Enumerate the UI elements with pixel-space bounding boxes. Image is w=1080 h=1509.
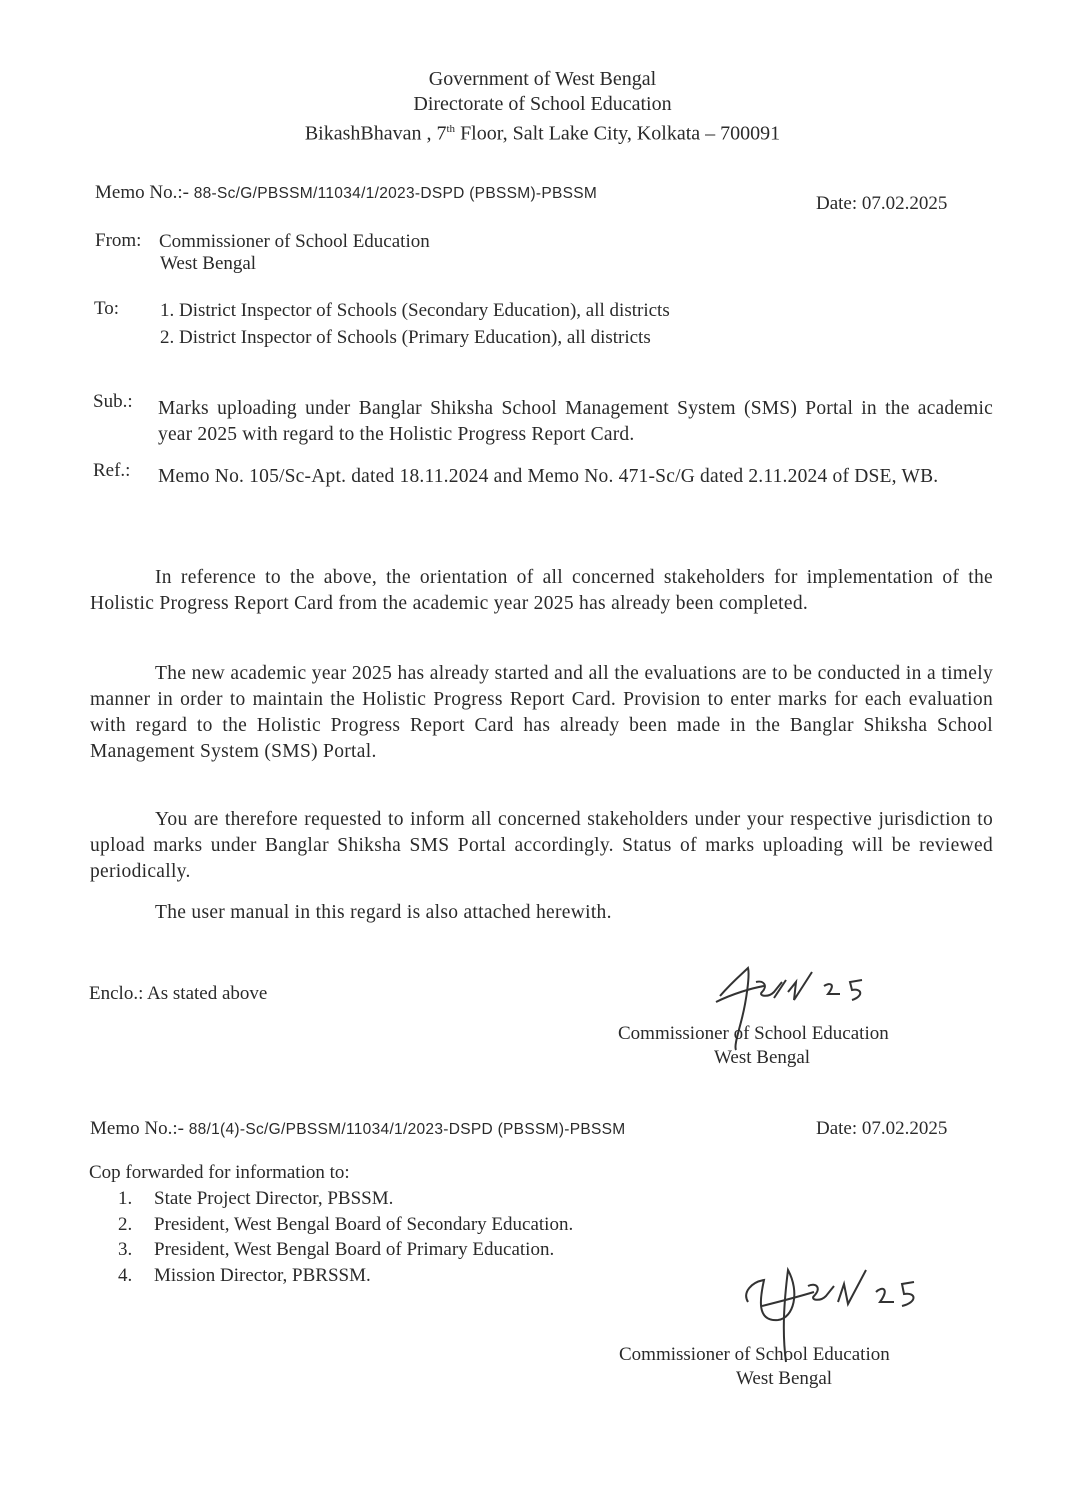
body-paragraph-3: You are therefore requested to inform all concerned stakeholders under your respective jurisdiction to upload marks under Banglar Shiksha SMS Portal accordingly. Status of marks uploading will be reviewed periodically. — [90, 809, 993, 882]
header-line-address — [0, 117, 1080, 146]
to-recipient-1: 1. District Inspector of Schools (Secondary Education), all districts — [160, 300, 670, 321]
reference-text: Memo No. 105/Sc-Apt. dated 18.11.2024 and Memo No. 471-Sc/G dated 2.11.2024 of DSE, WB. — [158, 466, 939, 487]
memo-label: Memo No.:- — [95, 182, 189, 203]
subject-text: Marks uploading under Banglar Shiksha School Management System (SMS) Portal in the academic year 2025 with regard to the Holistic Progress Report Card. — [158, 398, 993, 445]
forwarded-intro: Cop forwarded for information to: — [89, 1162, 350, 1183]
to-recipient-2: 2. District Inspector of Schools (Primary Education), all districts — [160, 327, 651, 348]
forwarded-item: 3. President, West Bengal Board of Primary Education. — [118, 1239, 555, 1260]
memo-date: Date: 07.02.2025 — [816, 193, 948, 214]
memo-2-date: Date: 07.02.2025 — [816, 1118, 948, 1139]
from-label: From: — [95, 230, 142, 251]
subject-label: Sub.: — [93, 391, 133, 412]
memo-2-label: Memo No.:- — [90, 1118, 184, 1139]
reference-label: Ref.: — [93, 460, 131, 481]
from-sender: Commissioner of School Education — [159, 231, 430, 252]
address-suffix: Floor, Salt Lake City, Kolkata – 700091 — [455, 122, 781, 145]
signature-1-place: West Bengal — [714, 1047, 811, 1068]
enclosure-note: Enclo.: As stated above — [89, 983, 268, 1004]
from-sender-place: West Bengal — [160, 253, 257, 274]
memo-2-number-line — [90, 1118, 626, 1140]
header-line-directorate: Directorate of School Education — [413, 93, 672, 115]
to-label: To: — [94, 298, 120, 319]
header-line-government: Government of West Bengal — [428, 68, 657, 90]
forwarded-item: 4. Mission Director, PBRSSM. — [118, 1264, 371, 1286]
memo-number-line — [95, 182, 597, 204]
forwarded-item: 2. President, West Bengal Board of Secondary Education. — [118, 1213, 574, 1235]
signature-2-title: Commissioner of School Education — [619, 1344, 890, 1365]
body-paragraph-4: The user manual in this regard is also attached herewith. — [155, 902, 612, 923]
memo-number: 88-Sc/G/PBSSM/11034/1/2023-DSPD (PBSSM)-PBSSM — [193, 185, 598, 202]
body-paragraph-1: In reference to the above, the orientation of all concerned stakeholders for implementation of the Holistic Progress Report Card from the academic year 2025 has already been completed. — [90, 567, 993, 614]
forwarded-list — [118, 1186, 573, 1288]
address-prefix: BikashBhavan , 7 — [304, 122, 447, 145]
signature-2-place: West Bengal — [736, 1368, 833, 1389]
address-superscript: th — [446, 123, 456, 135]
signature-1-title: Commissioner of School Education — [618, 1023, 889, 1044]
memo-2-number: 88/1(4)-Sc/G/PBSSM/11034/1/2023-DSPD (PBSSM)-PBSSM — [188, 1121, 626, 1138]
forwarded-item: 1. State Project Director, PBSSM. — [118, 1188, 394, 1209]
body-paragraph-2: The new academic year 2025 has already started and all the evaluations are to be conducted in a timely manner in order to maintain the Holistic Progress Report Card. Provision to enter marks for each evaluation with regard to the Holistic Progress Report Card has already been made in the Banglar Shiksha School Management System (SMS) Portal. — [90, 663, 993, 762]
